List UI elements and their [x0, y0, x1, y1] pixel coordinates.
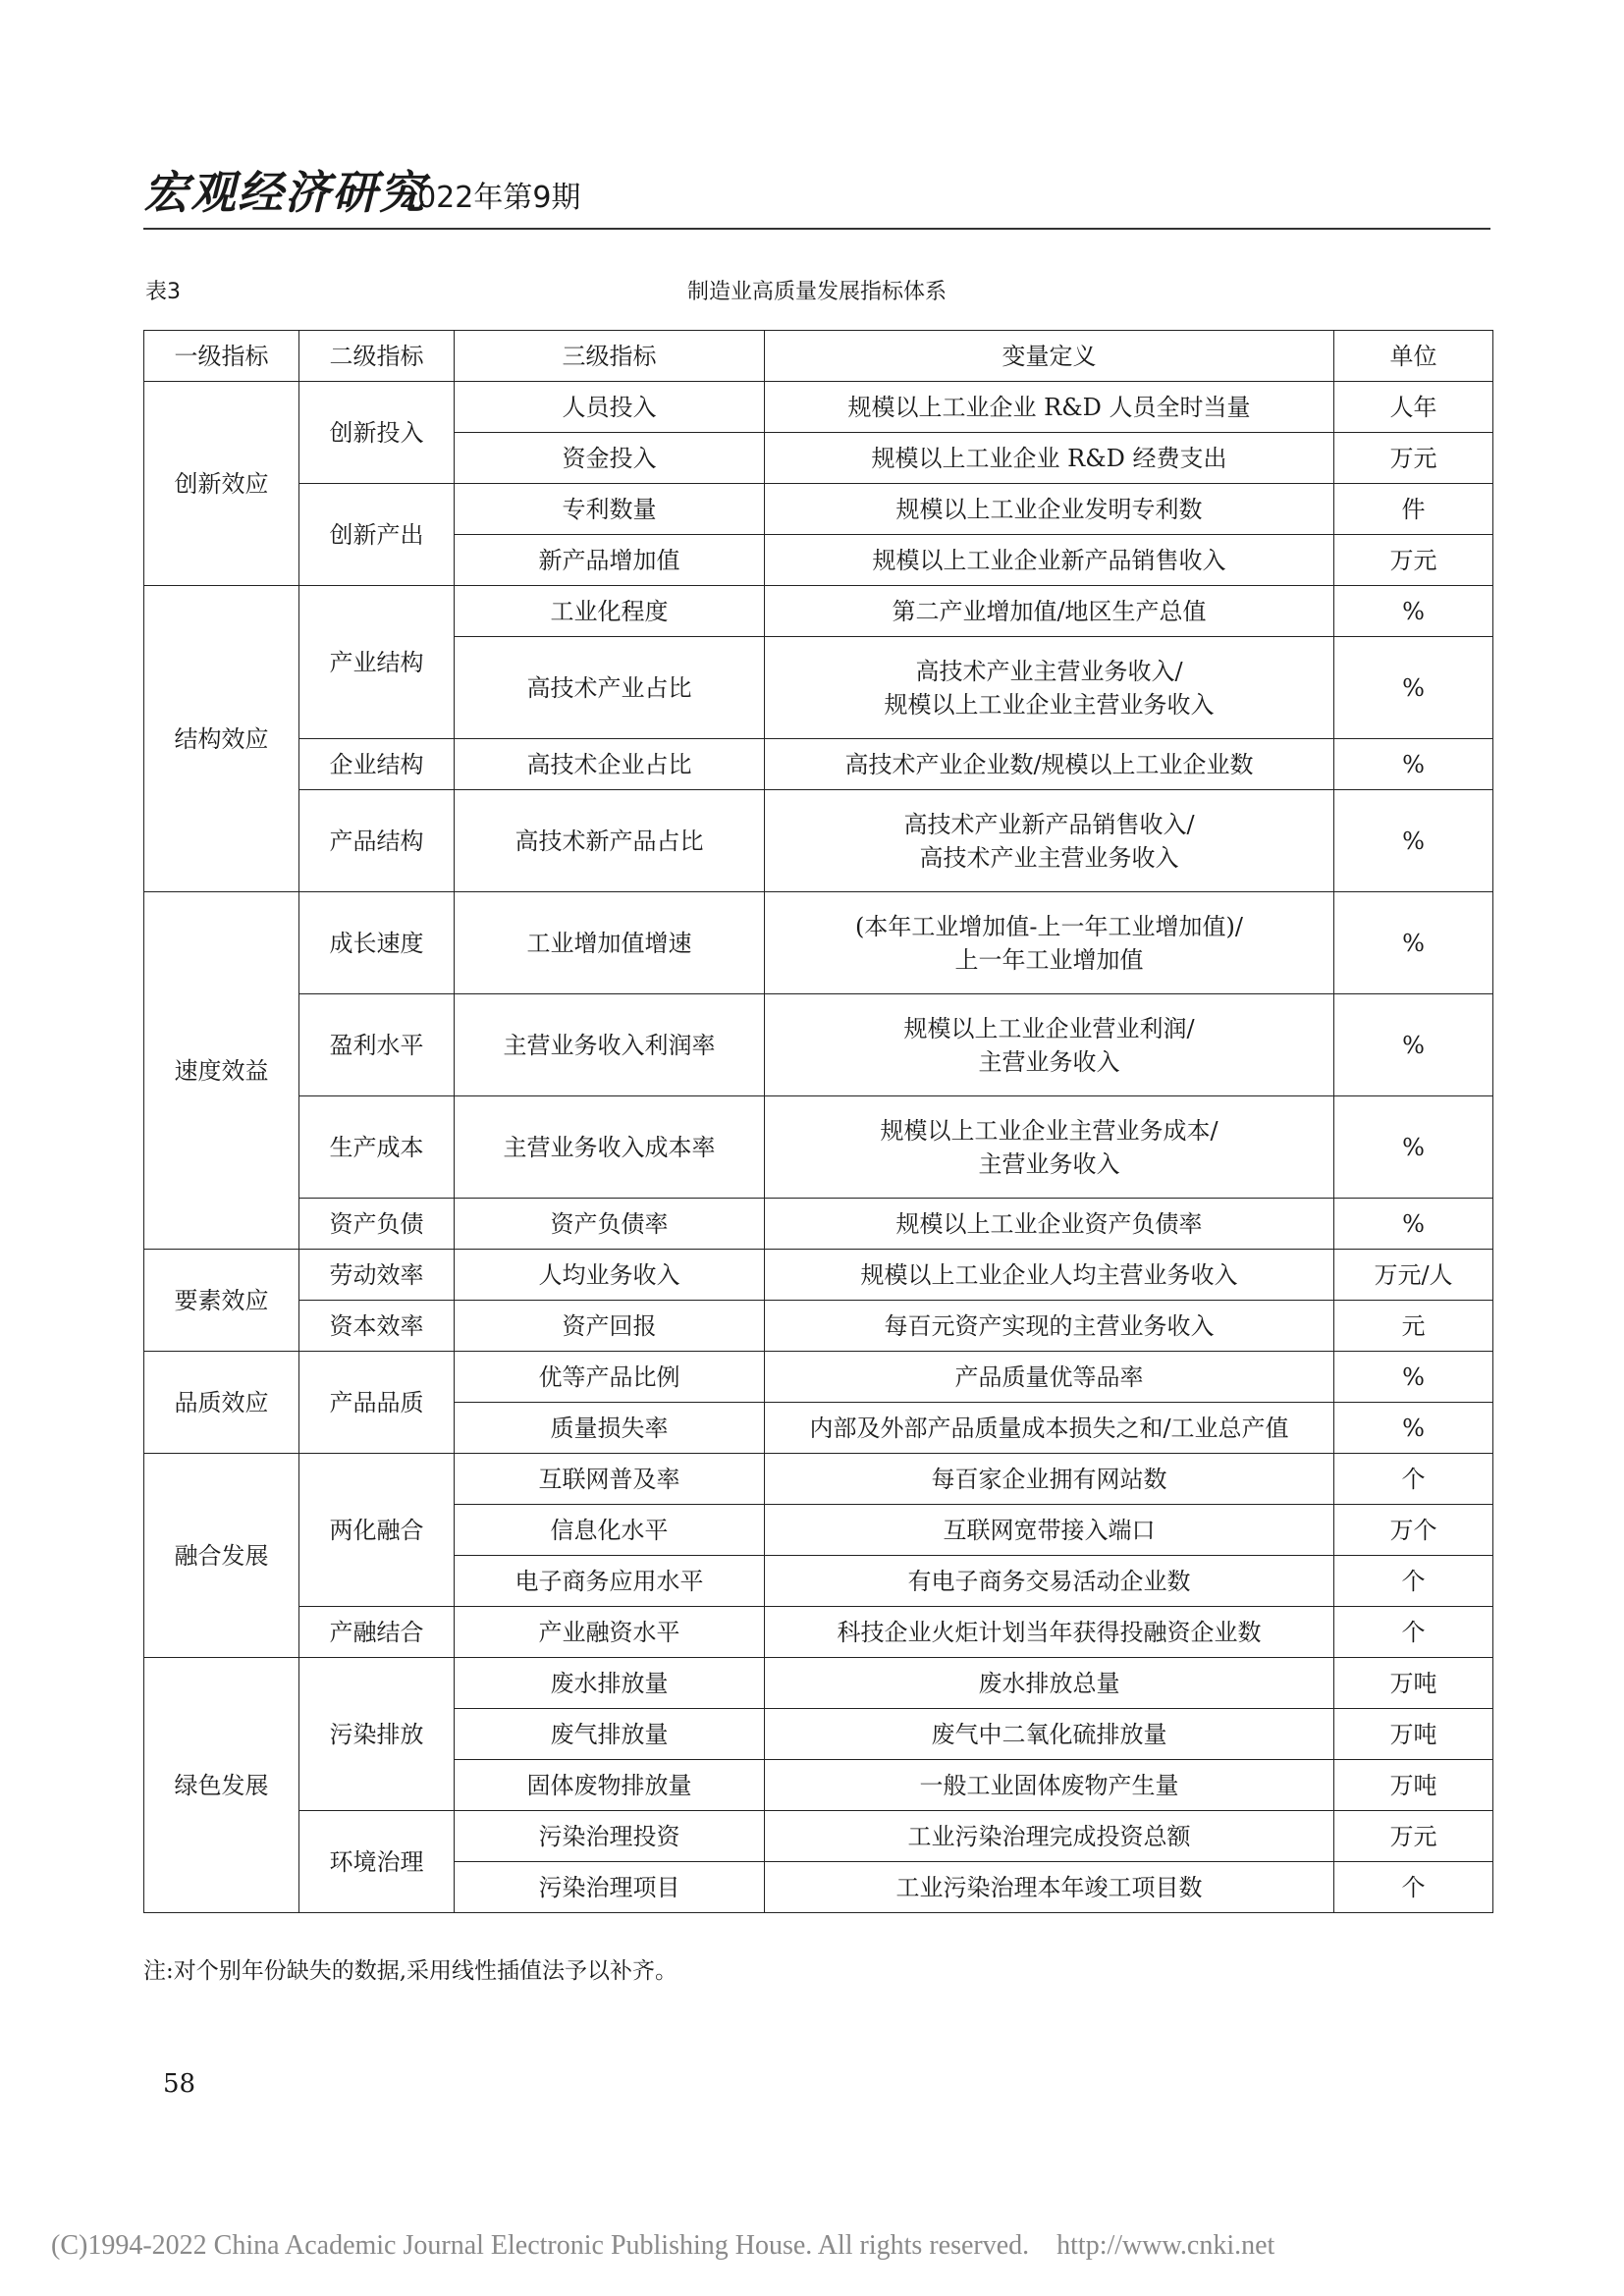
definition-cell: [765, 994, 1334, 1096]
level2-cell: 成长速度: [299, 892, 455, 994]
level3-cell: 互联网普及率: [455, 1454, 765, 1505]
definition-cell: 工业污染治理完成投资总额: [765, 1811, 1334, 1862]
table-row: [144, 1301, 1493, 1352]
level3-cell: 资金投入: [455, 433, 765, 484]
definition-cell: 产品质量优等品率: [765, 1352, 1334, 1403]
level3-cell: 资产负债率: [455, 1199, 765, 1250]
unit-cell: %: [1334, 1096, 1493, 1199]
definition-cell: 废水排放总量: [765, 1658, 1334, 1709]
table-row: [144, 382, 1493, 433]
definition-cell: 规模以上工业企业 R&D 经费支出: [765, 433, 1334, 484]
level1-cell: 结构效应: [144, 586, 299, 892]
unit-cell: %: [1334, 1403, 1493, 1454]
level3-cell: 废气排放量: [455, 1709, 765, 1760]
copyright-text: (C)1994-2022 China Academic Journal Electronic Publishing House. All rights reserved.: [51, 2230, 1030, 2261]
level3-cell: 电子商务应用水平: [455, 1556, 765, 1607]
unit-cell: 万元/人: [1334, 1250, 1493, 1301]
definition-cell: [765, 892, 1334, 994]
level1-cell: 融合发展: [144, 1454, 299, 1658]
table-row: [144, 1811, 1493, 1862]
level1-cell: 速度效益: [144, 892, 299, 1250]
definition-cell: [765, 1096, 1334, 1199]
definition-cell: 规模以上工业企业资产负债率: [765, 1199, 1334, 1250]
level3-cell: 工业增加值增速: [455, 892, 765, 994]
unit-cell: %: [1334, 994, 1493, 1096]
level3-cell: 主营业务收入成本率: [455, 1096, 765, 1199]
definition-cell: 第二产业增加值/地区生产总值: [765, 586, 1334, 637]
definition-cell: 规模以上工业企业 R&D 人员全时当量: [765, 382, 1334, 433]
definition-line: 主营业务收入: [978, 1047, 1120, 1076]
level1-cell: 要素效应: [144, 1250, 299, 1352]
definition-cell: 高技术产业企业数/规模以上工业企业数: [765, 739, 1334, 790]
unit-cell: 万元: [1334, 1811, 1493, 1862]
unit-cell: 万元: [1334, 433, 1493, 484]
level1-cell: 绿色发展: [144, 1658, 299, 1913]
definition-line: 上一年工业增加值: [954, 945, 1144, 974]
table-row: [144, 790, 1493, 892]
column-header: 三级指标: [455, 331, 765, 382]
journal-title: 宏观经济研究: [143, 166, 426, 219]
definition-cell: 每百家企业拥有网站数: [765, 1454, 1334, 1505]
table-note: 注:对个别年份缺失的数据,采用线性插值法予以补齐。: [143, 1958, 678, 1984]
page-number: 58: [163, 2069, 196, 2099]
level3-cell: 新产品增加值: [455, 535, 765, 586]
table-row: [144, 1607, 1493, 1658]
level3-cell: 高技术新产品占比: [455, 790, 765, 892]
level1-cell: 品质效应: [144, 1352, 299, 1454]
unit-cell: 个: [1334, 1556, 1493, 1607]
table-row: [144, 739, 1493, 790]
level3-cell: 优等产品比例: [455, 1352, 765, 1403]
definition-cell: 废气中二氧化硫排放量: [765, 1709, 1334, 1760]
level3-cell: 产业融资水平: [455, 1607, 765, 1658]
table-header-row: [144, 331, 1493, 382]
journal-header: [143, 165, 1490, 230]
column-header: 二级指标: [299, 331, 455, 382]
level3-cell: 资产回报: [455, 1301, 765, 1352]
definition-cell: 科技企业火炬计划当年获得投融资企业数: [765, 1607, 1334, 1658]
unit-cell: 件: [1334, 484, 1493, 535]
column-header: 单位: [1334, 331, 1493, 382]
column-header: 变量定义: [765, 331, 1334, 382]
footer-url[interactable]: http://www.cnki.net: [1056, 2230, 1275, 2261]
definition-line: (本年工业增加值-上一年工业增加值)/: [855, 912, 1243, 940]
definition-cell: 规模以上工业企业发明专利数: [765, 484, 1334, 535]
unit-cell: 个: [1334, 1607, 1493, 1658]
level3-cell: 人均业务收入: [455, 1250, 765, 1301]
definition-line: 高技术产业主营业务收入: [919, 843, 1179, 872]
level3-cell: 污染治理投资: [455, 1811, 765, 1862]
table-title: 制造业高质量发展指标体系: [686, 280, 947, 304]
definition-cell: 互联网宽带接入端口: [765, 1505, 1334, 1556]
level2-cell: 资产负债: [299, 1199, 455, 1250]
definition-cell: 规模以上工业企业新产品销售收入: [765, 535, 1334, 586]
unit-cell: 个: [1334, 1454, 1493, 1505]
table-row: [144, 586, 1493, 637]
level2-cell: 污染排放: [299, 1658, 455, 1811]
table-row: [144, 1250, 1493, 1301]
unit-cell: %: [1334, 1199, 1493, 1250]
definition-cell: 一般工业固体废物产生量: [765, 1760, 1334, 1811]
level3-cell: 工业化程度: [455, 586, 765, 637]
unit-cell: %: [1334, 1352, 1493, 1403]
table-row: [144, 892, 1493, 994]
table-row: [144, 1658, 1493, 1709]
definition-line: 高技术产业主营业务收入/: [915, 657, 1183, 685]
level3-cell: 专利数量: [455, 484, 765, 535]
unit-cell: 万个: [1334, 1505, 1493, 1556]
copyright-footer: [51, 2228, 1274, 2264]
unit-cell: %: [1334, 892, 1493, 994]
definition-cell: 内部及外部产品质量成本损失之和/工业总产值: [765, 1403, 1334, 1454]
definition-cell: [765, 637, 1334, 739]
unit-cell: %: [1334, 637, 1493, 739]
definition-line: 高技术产业新产品销售收入/: [903, 810, 1195, 838]
column-header: 一级指标: [144, 331, 299, 382]
definition-cell: 每百元资产实现的主营业务收入: [765, 1301, 1334, 1352]
definition-line: 规模以上工业企业营业利润/: [903, 1014, 1195, 1042]
level2-cell: 创新投入: [299, 382, 455, 484]
level2-cell: 企业结构: [299, 739, 455, 790]
definition-cell: [765, 790, 1334, 892]
table-row: [144, 484, 1493, 535]
level3-cell: 主营业务收入利润率: [455, 994, 765, 1096]
level3-cell: 污染治理项目: [455, 1862, 765, 1913]
definition-cell: 工业污染治理本年竣工项目数: [765, 1862, 1334, 1913]
unit-cell: 万元: [1334, 535, 1493, 586]
level2-cell: 环境治理: [299, 1811, 455, 1913]
unit-cell: 万吨: [1334, 1658, 1493, 1709]
level2-cell: 生产成本: [299, 1096, 455, 1199]
level2-cell: 劳动效率: [299, 1250, 455, 1301]
level3-cell: 高技术企业占比: [455, 739, 765, 790]
unit-cell: 元: [1334, 1301, 1493, 1352]
level3-cell: 人员投入: [455, 382, 765, 433]
unit-cell: %: [1334, 790, 1493, 892]
level2-cell: 两化融合: [299, 1454, 455, 1607]
unit-cell: 个: [1334, 1862, 1493, 1913]
level3-cell: 信息化水平: [455, 1505, 765, 1556]
table-row: [144, 1096, 1493, 1199]
level2-cell: 盈利水平: [299, 994, 455, 1096]
level2-cell: 产品品质: [299, 1352, 455, 1454]
table-row: [144, 1454, 1493, 1505]
definition-cell: 有电子商务交易活动企业数: [765, 1556, 1334, 1607]
table-row: [144, 994, 1493, 1096]
unit-cell: %: [1334, 739, 1493, 790]
unit-cell: 万吨: [1334, 1709, 1493, 1760]
table-row: [144, 1199, 1493, 1250]
level3-cell: 废水排放量: [455, 1658, 765, 1709]
level2-cell: 资本效率: [299, 1301, 455, 1352]
issue-label: 2022年第9期: [399, 181, 581, 215]
level1-cell: 创新效应: [144, 382, 299, 586]
level2-cell: 创新产出: [299, 484, 455, 586]
table-label: 表3: [145, 280, 181, 304]
unit-cell: 人年: [1334, 382, 1493, 433]
definition-cell: 规模以上工业企业人均主营业务收入: [765, 1250, 1334, 1301]
level3-cell: 质量损失率: [455, 1403, 765, 1454]
indicator-table: [143, 330, 1493, 1913]
level2-cell: 产业结构: [299, 586, 455, 739]
definition-line: 主营业务收入: [978, 1149, 1120, 1178]
unit-cell: 万吨: [1334, 1760, 1493, 1811]
definition-line: 规模以上工业企业主营业务收入: [884, 690, 1215, 719]
level2-cell: 产品结构: [299, 790, 455, 892]
level2-cell: 产融结合: [299, 1607, 455, 1658]
unit-cell: %: [1334, 586, 1493, 637]
level3-cell: 固体废物排放量: [455, 1760, 765, 1811]
level3-cell: 高技术产业占比: [455, 637, 765, 739]
definition-line: 规模以上工业企业主营业务成本/: [880, 1116, 1218, 1145]
table-row: [144, 1352, 1493, 1403]
